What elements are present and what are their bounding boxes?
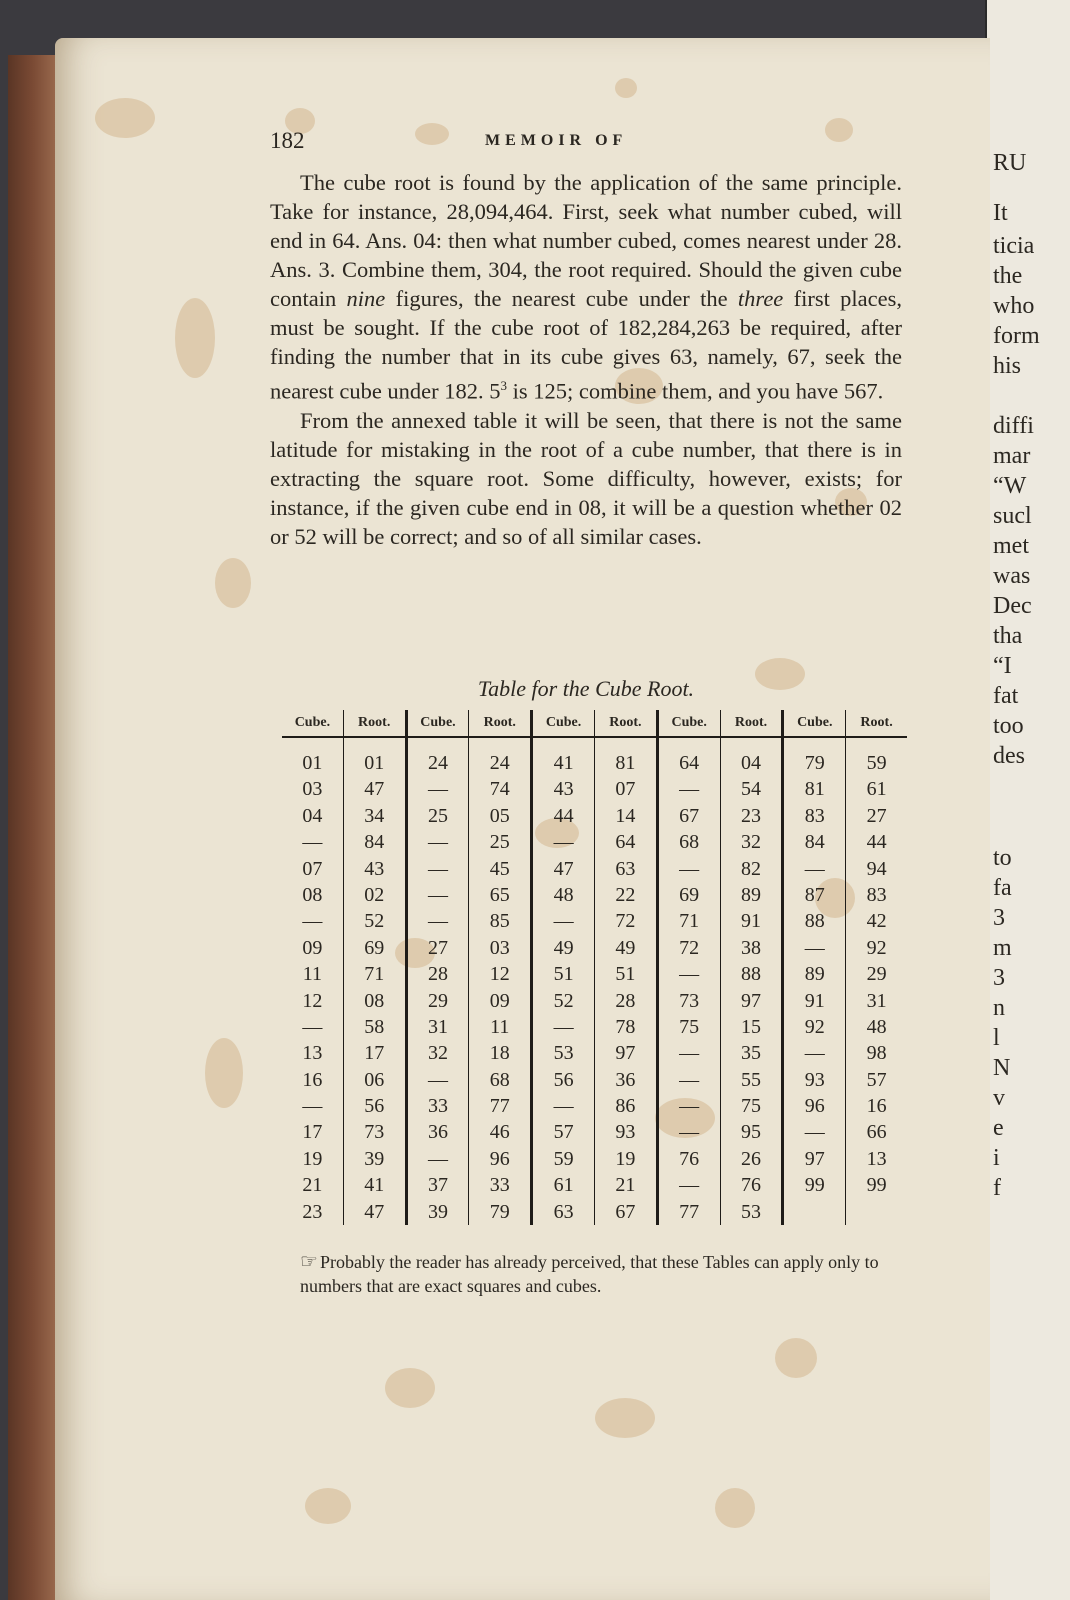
- running-header: [270, 128, 890, 158]
- root-cell: 19: [615, 1147, 636, 1170]
- root-cell: 54: [740, 778, 761, 801]
- root-cell: 88: [740, 963, 761, 986]
- root-cell: 46: [489, 1121, 510, 1144]
- root-cell: 58: [364, 1015, 385, 1038]
- cube-cell: 72: [679, 936, 700, 959]
- cube-cell: —: [553, 831, 574, 854]
- cube-column: [408, 710, 470, 1225]
- root-cell: 13: [866, 1147, 887, 1170]
- cube-cell: 25: [427, 804, 448, 827]
- root-cell: 64: [615, 831, 636, 854]
- cube-cell: —: [302, 1095, 323, 1118]
- running-title: MEMOIR OF: [485, 132, 628, 149]
- right-page-text: who: [993, 293, 1035, 319]
- root-cell: 33: [489, 1174, 510, 1197]
- root-cell: 81: [615, 752, 636, 774]
- root-cell: 71: [364, 963, 385, 986]
- cube-cell: 28: [427, 963, 448, 986]
- root-cell: 47: [364, 1200, 385, 1223]
- root-cell: 85: [489, 910, 510, 933]
- root-cell: 84: [364, 831, 385, 854]
- cube-cell: —: [427, 883, 448, 906]
- table-column-group: [282, 710, 405, 1225]
- root-header: Root.: [344, 710, 405, 738]
- root-cell: 79: [489, 1200, 510, 1223]
- cube-cell: 53: [553, 1042, 574, 1065]
- cube-cell: 84: [804, 831, 825, 854]
- right-page-text: sucl: [993, 503, 1032, 529]
- right-page-text: to: [993, 845, 1012, 871]
- cube-cell: 11: [302, 963, 323, 986]
- root-cell: 05: [489, 804, 510, 827]
- root-cell: 43: [364, 857, 385, 880]
- cube-cell: 16: [302, 1068, 323, 1091]
- root-cell: 82: [740, 857, 761, 880]
- root-cell: 76: [740, 1174, 761, 1197]
- cube-cell: 19: [302, 1147, 323, 1170]
- cube-cell: 56: [553, 1068, 574, 1091]
- root-header: Root.: [721, 710, 782, 738]
- cube-cell: 07: [302, 857, 323, 880]
- root-cell: 49: [615, 936, 636, 959]
- cube-header: Cube.: [784, 710, 845, 738]
- cube-cell: —: [679, 1042, 700, 1065]
- cube-cell: 03: [302, 778, 323, 801]
- root-cell: 68: [489, 1068, 510, 1091]
- root-cell: 08: [364, 989, 385, 1012]
- cube-cell: —: [302, 1015, 323, 1038]
- right-page-text: i: [993, 1145, 1000, 1171]
- root-cell: 28: [615, 989, 636, 1012]
- root-cell: 15: [740, 1015, 761, 1038]
- root-cell: 94: [866, 857, 887, 880]
- right-page-fragment: [985, 0, 1070, 1600]
- cube-cell: 91: [804, 989, 825, 1012]
- pointing-hand-icon: ☞: [300, 1251, 318, 1273]
- cube-cell: 36: [427, 1121, 448, 1144]
- root-cell: 83: [866, 883, 887, 906]
- root-header: Root.: [469, 710, 530, 738]
- cube-cell: 33: [427, 1095, 448, 1118]
- cube-cell: —: [553, 910, 574, 933]
- cube-cell: 08: [302, 883, 323, 906]
- root-cell: 67: [615, 1200, 636, 1223]
- right-page-text: RU: [993, 150, 1027, 176]
- root-cell: 75: [740, 1095, 761, 1118]
- root-cell: 91: [740, 910, 761, 933]
- cube-cell: 44: [553, 804, 574, 827]
- root-header: Root.: [595, 710, 656, 738]
- root-cell: 32: [740, 831, 761, 854]
- cube-cell: 41: [553, 752, 574, 774]
- root-cell: 93: [615, 1121, 636, 1144]
- cube-cell: 21: [302, 1174, 323, 1197]
- root-cell: 34: [364, 804, 385, 827]
- root-cell: 59: [866, 752, 887, 774]
- root-cell: 09: [489, 989, 510, 1012]
- root-cell: 57: [866, 1068, 887, 1091]
- root-cell: 77: [489, 1095, 510, 1118]
- cube-cell: 64: [679, 752, 700, 774]
- root-cell: 23: [740, 804, 761, 827]
- right-page-text: met: [993, 533, 1029, 559]
- cube-cell: 73: [679, 989, 700, 1012]
- root-cell: 22: [615, 883, 636, 906]
- cube-header: Cube.: [659, 710, 720, 738]
- cube-cell: 89: [804, 963, 825, 986]
- cube-root-table: [282, 710, 907, 1225]
- cube-column: [784, 710, 846, 1225]
- cube-cell: 27: [427, 936, 448, 959]
- root-column: [846, 710, 907, 1225]
- footnote: ☞ Probably the reader has already perceived, that these Tables can apply only to numbers that are exact squares and cubes.: [300, 1251, 879, 1296]
- right-page-text: f: [993, 1175, 1001, 1201]
- cube-cell: —: [427, 778, 448, 801]
- root-cell: 44: [866, 831, 887, 854]
- right-page-text: “W: [993, 473, 1027, 499]
- cube-cell: 61: [553, 1174, 574, 1197]
- cube-cell: 71: [679, 910, 700, 933]
- cube-cell: 97: [804, 1147, 825, 1170]
- right-page-text: des: [993, 743, 1025, 769]
- root-cell: 31: [866, 989, 887, 1012]
- cube-cell: —: [679, 1068, 700, 1091]
- cube-cell: —: [804, 1121, 825, 1144]
- right-page-text: his: [993, 353, 1022, 379]
- paragraph-annexed-table: From the annexed table it will be seen, that there is not the same latitude for mistaking in the root of a cube number, that there is in extracting the square root. Some difficulty, however, exists; for instance, if the given cube end in 08, it will be a question whether 02 or 52 will be correct; and so of all similar cases.: [270, 407, 902, 549]
- root-cell: 74: [489, 778, 510, 801]
- cube-cell: —: [302, 910, 323, 933]
- cube-cell: [784, 1199, 845, 1225]
- root-cell: 45: [489, 857, 510, 880]
- root-cell: 63: [615, 857, 636, 880]
- root-cell: 12: [489, 963, 510, 986]
- root-cell: 26: [740, 1147, 761, 1170]
- root-column: [721, 710, 782, 1225]
- cube-cell: —: [679, 778, 700, 801]
- root-cell: 21: [615, 1174, 636, 1197]
- cube-cell: 47: [553, 857, 574, 880]
- cube-cell: 52: [553, 989, 574, 1012]
- root-cell: 98: [866, 1042, 887, 1065]
- root-cell: 42: [866, 910, 887, 933]
- right-page-text: was: [993, 563, 1031, 589]
- root-cell: 92: [866, 936, 887, 959]
- root-cell: 96: [489, 1147, 510, 1170]
- root-cell: 97: [615, 1042, 636, 1065]
- root-cell: 35: [740, 1042, 761, 1065]
- cube-cell: 24: [427, 752, 448, 774]
- right-page-text: form: [993, 323, 1040, 349]
- paragraph-cube-root: The cube root is found by the application of the same principle. Take for instance, 28,094,464. First, seek what number cubed, will end in 64. Ans. 04: then what number cubed, comes nearest under 28. Ans. 3. Combine them, 304, the root required. Should the given cube contain nine figures, the nearest cube under the three first places, must be sought. If the cube root of 182,284,263 be required, after finding the number that in its cube gives 63, namely, 67, seek the nearest cube under 182. $5^3$ is 125; combine them, and you have 567.: [270, 170, 902, 404]
- cube-cell: 31: [427, 1015, 448, 1038]
- cube-column: [282, 710, 344, 1225]
- cube-cell: —: [427, 831, 448, 854]
- cube-cell: 75: [679, 1015, 700, 1038]
- root-cell: 25: [489, 831, 510, 854]
- root-cell: 99: [866, 1174, 887, 1197]
- root-cell: 86: [615, 1095, 636, 1118]
- root-cell: 04: [740, 752, 761, 774]
- table-column-group: [781, 710, 907, 1225]
- cube-cell: 13: [302, 1042, 323, 1065]
- root-cell: 48: [866, 1015, 887, 1038]
- cube-cell: 57: [553, 1121, 574, 1144]
- right-page-text: It: [993, 200, 1008, 226]
- right-page-text: ticia: [993, 233, 1035, 259]
- root-cell: 39: [364, 1147, 385, 1170]
- cube-cell: 92: [804, 1015, 825, 1038]
- root-column: [595, 710, 656, 1225]
- body-text: [270, 168, 902, 551]
- cube-cell: 81: [804, 778, 825, 801]
- right-page-text: N: [993, 1055, 1011, 1081]
- table-title: Table for the Cube Root.: [477, 676, 695, 701]
- root-cell: 66: [866, 1121, 887, 1144]
- right-page-text: mar: [993, 443, 1031, 469]
- cube-cell: 12: [302, 989, 323, 1012]
- cube-cell: —: [804, 1042, 825, 1065]
- root-cell: 97: [740, 989, 761, 1012]
- cube-cell: —: [679, 1121, 700, 1144]
- root-column: [469, 710, 530, 1225]
- cube-cell: —: [679, 963, 700, 986]
- table-column-group: [405, 710, 531, 1225]
- root-cell: 65: [489, 883, 510, 906]
- right-page-text: the: [993, 263, 1023, 289]
- root-cell: 47: [364, 778, 385, 801]
- cube-cell: 76: [679, 1147, 700, 1170]
- right-page-text: m: [993, 935, 1012, 961]
- cube-cell: 39: [427, 1200, 448, 1223]
- cube-cell: 67: [679, 804, 700, 827]
- root-cell: 29: [866, 963, 887, 986]
- cube-cell: 93: [804, 1068, 825, 1091]
- cube-cell: 79: [804, 752, 825, 774]
- root-cell: [846, 1199, 907, 1225]
- cube-column: [659, 710, 721, 1225]
- cube-cell: 01: [302, 752, 323, 774]
- cube-cell: 04: [302, 804, 323, 827]
- cube-cell: —: [427, 1147, 448, 1170]
- root-cell: 56: [364, 1095, 385, 1118]
- table-column-group: [656, 710, 782, 1225]
- cube-cell: —: [679, 857, 700, 880]
- root-cell: 69: [364, 936, 385, 959]
- root-cell: 24: [489, 752, 510, 774]
- root-cell: 11: [490, 1015, 510, 1038]
- cube-cell: 17: [302, 1121, 323, 1144]
- cube-cell: 48: [553, 883, 574, 906]
- root-cell: 06: [364, 1068, 385, 1091]
- right-page-text: tha: [993, 623, 1023, 649]
- root-header: Root.: [846, 710, 907, 738]
- cube-cell: 32: [427, 1042, 448, 1065]
- cube-cell: 43: [553, 778, 574, 801]
- cube-cell: —: [553, 1015, 574, 1038]
- cube-cell: —: [679, 1095, 700, 1118]
- cube-cell: 99: [804, 1174, 825, 1197]
- root-cell: 89: [740, 883, 761, 906]
- right-page-text: diffi: [993, 413, 1034, 439]
- root-cell: 36: [615, 1068, 636, 1091]
- right-page-text: l: [993, 1025, 1000, 1051]
- right-page-text: n: [993, 995, 1005, 1021]
- root-cell: 17: [364, 1042, 385, 1065]
- root-cell: 27: [866, 804, 887, 827]
- root-column: [344, 710, 405, 1225]
- cube-column: [533, 710, 595, 1225]
- cube-cell: 59: [553, 1147, 574, 1170]
- cube-cell: —: [302, 831, 323, 854]
- root-cell: 02: [364, 883, 385, 906]
- cube-cell: —: [427, 857, 448, 880]
- root-cell: 38: [740, 936, 761, 959]
- cube-cell: 96: [804, 1095, 825, 1118]
- right-page-text: v: [993, 1085, 1005, 1111]
- cube-header: Cube.: [282, 710, 343, 738]
- root-cell: 41: [364, 1174, 385, 1197]
- cube-cell: 69: [679, 883, 700, 906]
- root-cell: 18: [489, 1042, 510, 1065]
- cube-cell: —: [427, 1068, 448, 1091]
- root-cell: 07: [615, 778, 636, 801]
- cube-cell: —: [804, 936, 825, 959]
- root-cell: 73: [364, 1121, 385, 1144]
- right-page-text: 3: [993, 905, 1005, 931]
- cube-cell: 87: [804, 883, 825, 906]
- cube-cell: 83: [804, 804, 825, 827]
- root-cell: 52: [364, 910, 385, 933]
- root-cell: 01: [364, 752, 385, 774]
- right-page-text: 3: [993, 965, 1005, 991]
- root-cell: 61: [866, 778, 887, 801]
- root-cell: 03: [489, 936, 510, 959]
- cube-cell: 09: [302, 936, 323, 959]
- root-cell: 16: [866, 1095, 887, 1118]
- cube-cell: 49: [553, 936, 574, 959]
- cube-cell: 63: [553, 1200, 574, 1223]
- root-cell: 53: [740, 1200, 761, 1223]
- root-cell: 55: [740, 1068, 761, 1091]
- cube-cell: —: [553, 1095, 574, 1118]
- cube-cell: 68: [679, 831, 700, 854]
- cube-cell: —: [804, 857, 825, 880]
- right-page-text: Dec: [993, 593, 1032, 619]
- cube-cell: —: [679, 1174, 700, 1197]
- root-cell: 51: [615, 963, 636, 986]
- right-page-text: fa: [993, 875, 1012, 901]
- cube-cell: 29: [427, 989, 448, 1012]
- right-page-text: “I: [993, 653, 1012, 679]
- cube-cell: 23: [302, 1200, 323, 1223]
- cube-cell: —: [427, 910, 448, 933]
- right-page-text: fat: [993, 683, 1019, 709]
- cube-header: Cube.: [408, 710, 469, 738]
- cube-cell: 77: [679, 1200, 700, 1223]
- root-cell: 14: [615, 804, 636, 827]
- root-cell: 72: [615, 910, 636, 933]
- cube-header: Cube.: [533, 710, 594, 738]
- root-cell: 95: [740, 1121, 761, 1144]
- table-column-group: [530, 710, 656, 1225]
- cube-cell: 51: [553, 963, 574, 986]
- cube-cell: 37: [427, 1174, 448, 1197]
- root-cell: 78: [615, 1015, 636, 1038]
- right-page-text: too: [993, 713, 1024, 739]
- right-page-text: e: [993, 1115, 1004, 1141]
- cube-cell: 88: [804, 910, 825, 933]
- page-number: 182: [270, 128, 305, 153]
